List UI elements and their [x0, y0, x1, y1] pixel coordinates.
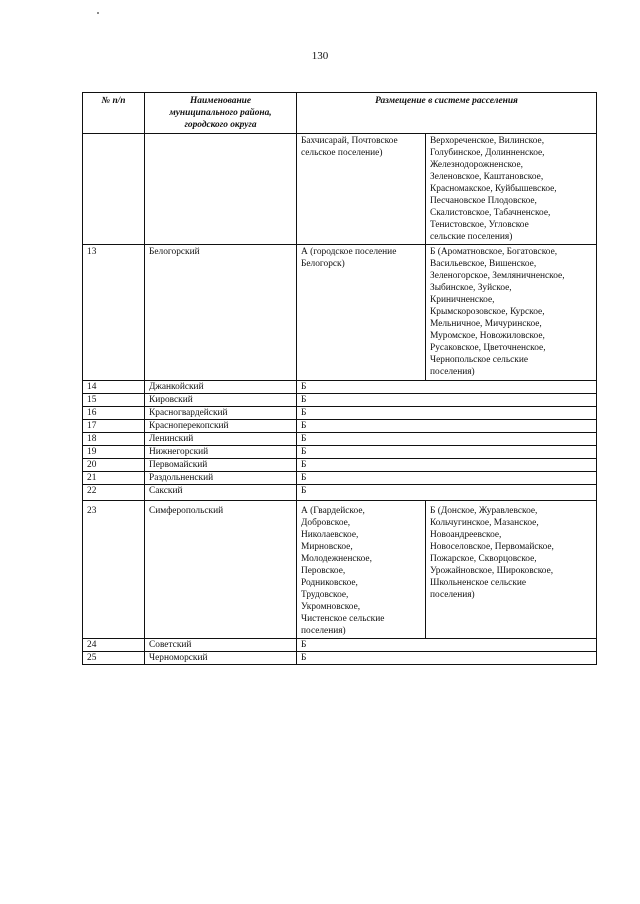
- cell-num: 17: [83, 420, 145, 433]
- settlement-table: [82, 92, 597, 665]
- table-row: [83, 472, 597, 485]
- cell-placement-a: А (городское поселение Белогорск): [297, 245, 426, 381]
- cell-placement-a: Бахчисарай, Почтовское сельское поселение): [297, 134, 426, 245]
- table-row: [83, 485, 597, 501]
- cell-name: Кировский: [145, 394, 297, 407]
- table-row: [83, 394, 597, 407]
- cell-placement: Б: [297, 652, 597, 665]
- cell-placement: Б: [297, 407, 597, 420]
- table-row: [83, 652, 597, 665]
- cell-name: Симферопольский: [145, 501, 297, 639]
- cell-num: 19: [83, 446, 145, 459]
- cell-name: Белогорский: [145, 245, 297, 381]
- table-header-row: [83, 93, 597, 134]
- cell-num: 22: [83, 485, 145, 501]
- cell-placement: Б: [297, 394, 597, 407]
- cell-placement-b: Б (Донское, Журавлевское, Кольчугинское, Мазанское, Новоандреевское, Новоселовское, Первомайское, Пожарское, Скворцовское, Урожайновское, Широковское, Школьненское сельские поселения): [426, 501, 597, 639]
- table-row: [83, 459, 597, 472]
- cell-num: 14: [83, 381, 145, 394]
- cell-num: 18: [83, 433, 145, 446]
- cell-name: Черноморский: [145, 652, 297, 665]
- table-row-23: [83, 501, 597, 639]
- header-name: Наименование муниципального района, городского округа: [145, 93, 297, 134]
- cell-num: 15: [83, 394, 145, 407]
- cell-placement: Б: [297, 472, 597, 485]
- cell-num: 24: [83, 639, 145, 652]
- cell-num: 25: [83, 652, 145, 665]
- cell-placement: Б: [297, 639, 597, 652]
- cell-name: Ленинский: [145, 433, 297, 446]
- cell-name: Сакский: [145, 485, 297, 501]
- page-number: 130: [311, 50, 329, 62]
- cell-num: 21: [83, 472, 145, 485]
- cell-num: 16: [83, 407, 145, 420]
- cell-placement: Б: [297, 433, 597, 446]
- table-row: [83, 407, 597, 420]
- table-row: [83, 433, 597, 446]
- cell-name: Первомайский: [145, 459, 297, 472]
- cell-placement-b: Верхореченское, Вилинское, Голубинское, Долинненское, Железнодорожненское, Зеленовское, Каштановское, Красномакское, Куйбышевское, Песчановское Плодовское, Скалистовское, Табачненское, Тенистовское, Угловское сельские поселения): [426, 134, 597, 245]
- cell-placement: Б: [297, 446, 597, 459]
- cell-num: 13: [83, 245, 145, 381]
- cell-placement: Б: [297, 485, 597, 501]
- cell-num: [83, 134, 145, 245]
- cell-name: Красногвардейский: [145, 407, 297, 420]
- table-row: [83, 420, 597, 433]
- cell-name: Советский: [145, 639, 297, 652]
- scan-speck: [97, 12, 99, 14]
- table-row-13: [83, 245, 597, 381]
- cell-placement: Б: [297, 420, 597, 433]
- cell-placement-a: А (Гвардейское, Добровское, Николаевское, Мирновское, Молодежненское, Перовское, Родниковское, Трудовское, Укромновское, Чистенское сельские поселения): [297, 501, 426, 639]
- cell-name: Красноперекопский: [145, 420, 297, 433]
- header-placement: Размещение в системе расселения: [297, 93, 597, 134]
- cell-name: Раздольненский: [145, 472, 297, 485]
- header-num: № п/п: [83, 93, 145, 134]
- cell-name: [145, 134, 297, 245]
- table-row: [83, 446, 597, 459]
- cell-placement: Б: [297, 459, 597, 472]
- cell-placement-b: Б (Ароматновское, Богатовское, Васильевское, Вишенское, Зеленогорское, Земляничненское, Зыбинское, Зуйское, Криничненское, Крымскорозовское, Курское, Мельничное, Мичуринское, Муромское, Новожиловское, Русаковское, Цветочненское, Чернопольское сельские поселения): [426, 245, 597, 381]
- table-row: [83, 381, 597, 394]
- cell-num: 20: [83, 459, 145, 472]
- cell-num: 23: [83, 501, 145, 639]
- table-row: [83, 639, 597, 652]
- table-row-continuation: [83, 134, 597, 245]
- cell-placement: Б: [297, 381, 597, 394]
- cell-name: Нижнегорский: [145, 446, 297, 459]
- cell-name: Джанкойский: [145, 381, 297, 394]
